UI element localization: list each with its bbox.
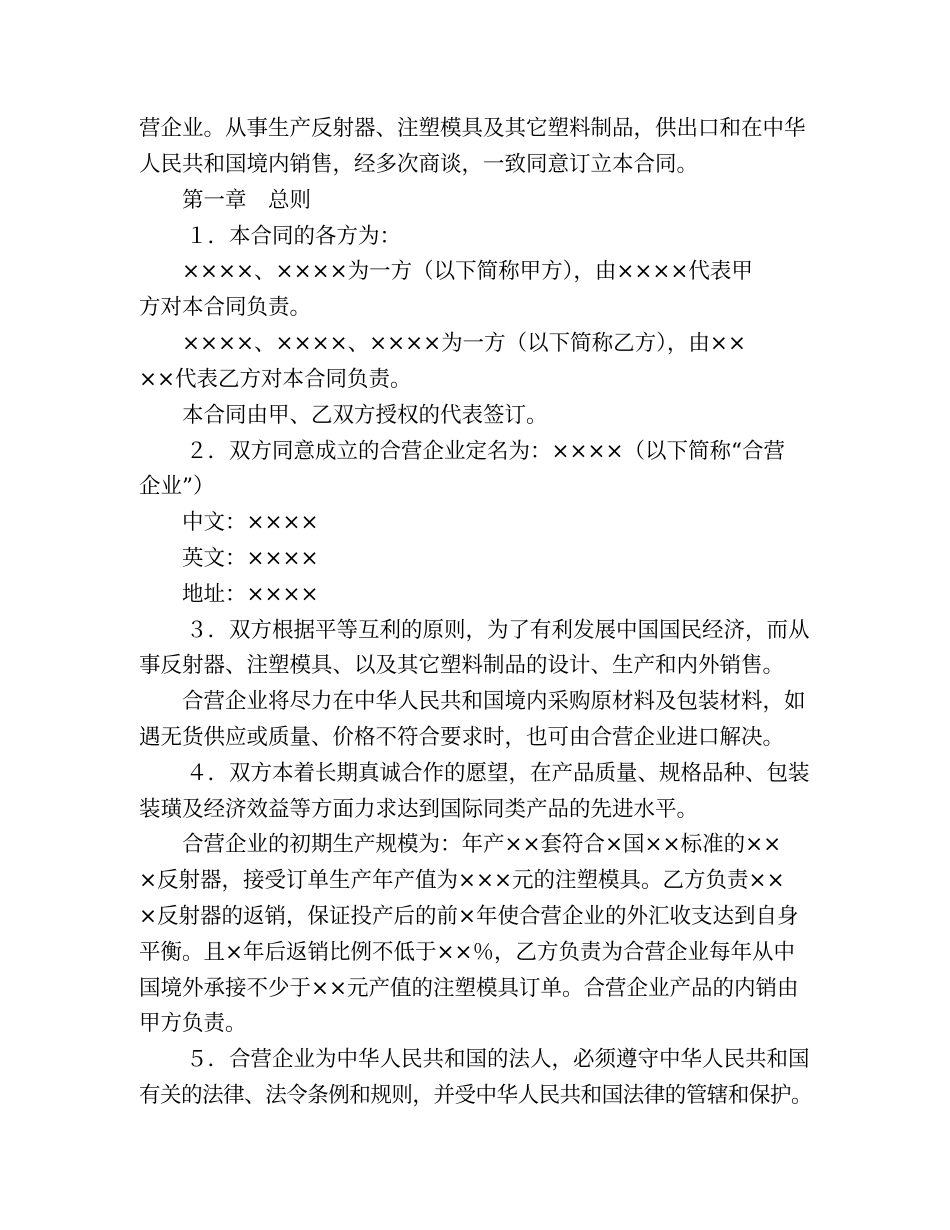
- text-line: 国境外承接不少于××元产值的注塑模具订单。合营企业产品的内销由: [139, 976, 799, 1001]
- text-line: 合营企业的初期生产规模为：年产××套符合×国××标准的××: [182, 832, 782, 857]
- clause-heading: ５．合营企业为中华人民共和国的法人，必须遵守中华人民共和国: [186, 1047, 810, 1072]
- text-line: 合营企业将尽力在中华人民共和国境内采购原材料及包装材料，如: [182, 689, 806, 714]
- text-line: ×反射器，接受订单生产年产值为×××元的注塑模具。乙方负责××: [139, 868, 785, 893]
- text-line: 企业”）: [139, 474, 215, 499]
- text-line: 方对本合同负责。: [139, 295, 312, 320]
- text-line: 营企业。从事生产反射器、注塑模具及其它塑料制品，供出口和在中华: [139, 116, 806, 141]
- text-line: 人民共和国境内销售，经多次商谈，一致同意订立本合同。: [139, 152, 699, 177]
- clause-heading: １．本合同的各方为：: [186, 224, 402, 249]
- text-line: ××××、××××为一方（以下简称甲方），由××××代表甲: [182, 259, 753, 284]
- text-line: 中文：××××: [182, 510, 319, 535]
- text-line: ××代表乙方对本合同负责。: [139, 367, 412, 392]
- text-line: 地址：××××: [182, 582, 319, 607]
- clause-heading: ２．双方同意成立的合营企业定名为：××××（以下简称“合营: [186, 439, 786, 464]
- chapter-heading: 第一章 总则: [182, 188, 312, 213]
- clause-heading: ３．双方根据平等互利的原则，为了有利发展中国国民经济，而从: [186, 618, 810, 643]
- text-line: 甲方负责。: [139, 1011, 247, 1036]
- clause-heading: ４．双方本着长期真诚合作的愿望，在产品质量、规格品种、包装: [186, 761, 810, 786]
- text-line: 本合同由甲、乙双方授权的代表签订。: [182, 403, 548, 428]
- text-line: 遇无货供应或质量、价格不符合要求时，也可由合营企业进口解决。: [139, 725, 785, 750]
- text-line: 英文：××××: [182, 546, 319, 571]
- text-line: 事反射器、注塑模具、以及其它塑料制品的设计、生产和内外销售。: [139, 653, 785, 678]
- text-line: ××××、××××、××××为一方（以下简称乙方），由××: [182, 331, 746, 356]
- text-line: ×反射器的返销，保证投产后的前×年使合营企业的外汇收支达到自身: [139, 904, 799, 929]
- text-line: 平衡。且×年后返销比例不低于××％，乙方负责为合营企业每年从中: [139, 940, 796, 965]
- text-line: 有关的法律、法令条例和规则，并受中华人民共和国法律的管辖和保护。: [139, 1083, 813, 1108]
- text-line: 装璜及经济效益等方面力求达到国际同类产品的先进水平。: [139, 797, 699, 822]
